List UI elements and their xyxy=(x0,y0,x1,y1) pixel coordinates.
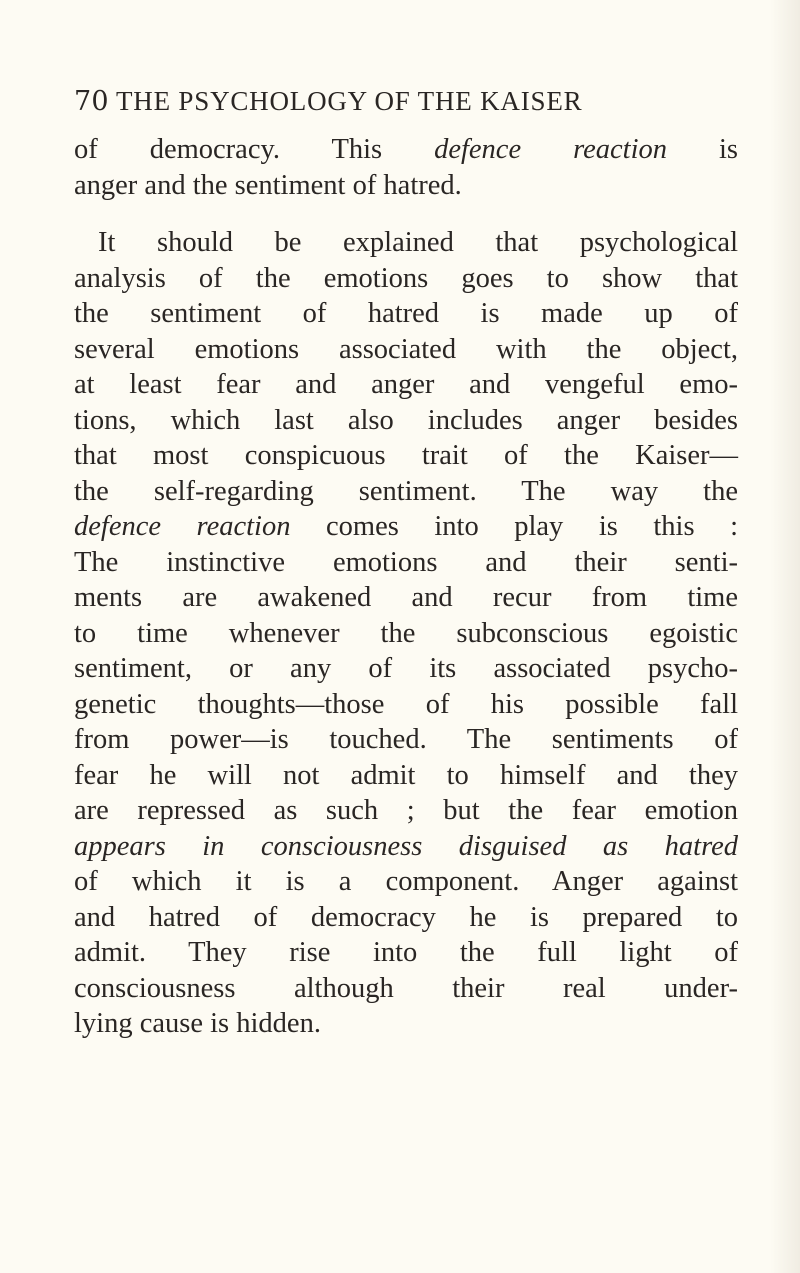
text-line xyxy=(74,261,738,297)
text-line xyxy=(74,225,738,261)
text-run: comes into play is this : xyxy=(290,511,739,542)
text-run: that most conspicuous trait of the Kaiser— xyxy=(74,440,738,471)
text-line xyxy=(74,758,738,794)
text-line xyxy=(74,438,738,474)
italic-text: appears in consciousness disguised as hatred xyxy=(74,830,738,862)
text-line xyxy=(74,651,738,687)
text-line xyxy=(74,1006,738,1042)
text-line xyxy=(74,545,738,581)
text-line xyxy=(74,367,738,403)
text-run: admit. They rise into the full light of xyxy=(74,937,738,968)
text-line xyxy=(74,580,738,616)
text-run: anger and the sentiment of hatred. xyxy=(74,169,462,201)
text-line xyxy=(74,864,738,900)
text-line xyxy=(74,296,738,332)
text-run: to time whenever the subconscious egoistic xyxy=(74,617,738,649)
italic-text: defence reaction xyxy=(74,511,291,542)
text-run: of which it is a component. Anger against xyxy=(74,866,738,897)
paragraph-gap xyxy=(74,203,738,225)
text-run: consciousness although their real under- xyxy=(74,972,738,1004)
text-run: the sentiment of hatred is made up of xyxy=(74,298,738,329)
text-run: is xyxy=(667,134,738,165)
text-run: are repressed as such ; but the fear emotion xyxy=(74,795,738,826)
text-line xyxy=(74,722,738,758)
text-line xyxy=(74,509,738,545)
text-run: sentiment, or any of its associated psycho- xyxy=(74,653,738,684)
body-text xyxy=(74,132,738,1042)
text-run: several emotions associated with the object, xyxy=(74,333,738,365)
text-run: the self-regarding sentiment. The way the xyxy=(74,475,738,507)
text-line xyxy=(74,935,738,971)
text-line xyxy=(74,971,738,1007)
text-line xyxy=(74,829,738,865)
text-line xyxy=(74,403,738,439)
paragraph xyxy=(74,132,738,203)
paragraph xyxy=(74,225,738,1042)
text-run: at least fear and anger and vengeful emo- xyxy=(74,369,738,400)
italic-text: defence reaction xyxy=(434,134,668,165)
text-line xyxy=(74,168,738,204)
text-run: from power—is touched. The sentiments of xyxy=(74,724,738,755)
text-run: lying cause is hidden. xyxy=(74,1008,321,1039)
running-head xyxy=(74,86,774,117)
text-run: analysis of the emotions goes to show that xyxy=(74,262,738,294)
text-line xyxy=(74,132,738,168)
text-run: fear he will not admit to himself and they xyxy=(74,759,738,791)
text-line xyxy=(74,900,738,936)
text-line xyxy=(74,474,738,510)
text-line xyxy=(74,332,738,368)
text-run: The instinctive emotions and their senti- xyxy=(74,546,738,578)
text-run: genetic thoughts—those of his possible fall xyxy=(74,688,738,720)
text-run: ments are awakened and recur from time xyxy=(74,582,738,613)
text-run: of democracy. This xyxy=(74,134,435,165)
text-line xyxy=(74,793,738,829)
text-run: It should be explained that psychological xyxy=(98,227,738,258)
text-line xyxy=(74,616,738,652)
text-line xyxy=(74,687,738,723)
text-run: and hatred of democracy he is prepared to xyxy=(74,901,738,933)
running-head-title: THE PSYCHOLOGY OF THE KAISER xyxy=(116,86,583,116)
text-run: tions, which last also includes anger besides xyxy=(74,404,738,436)
page-number: 70 xyxy=(74,86,109,117)
